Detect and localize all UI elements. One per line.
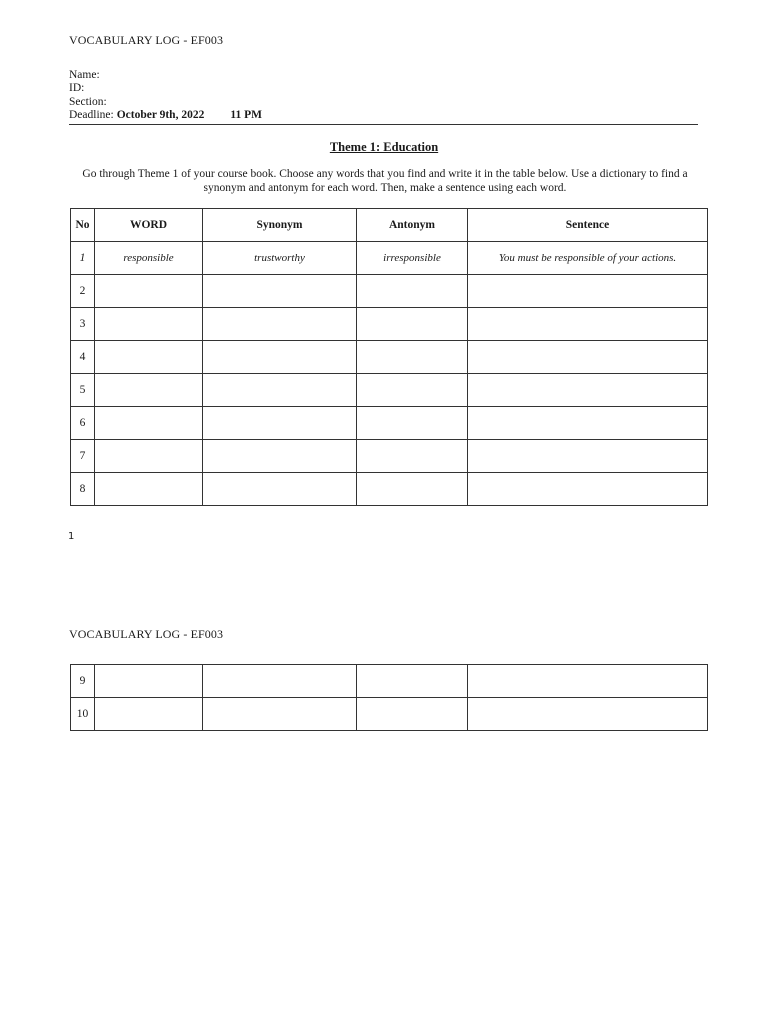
antonym-cell[interactable] [357, 308, 468, 341]
sentence-cell[interactable] [468, 374, 708, 407]
synonym-cell[interactable] [203, 407, 357, 440]
antonym-cell[interactable] [357, 473, 468, 506]
synonym-cell[interactable]: trustworthy [203, 242, 357, 275]
vocabulary-table-continued [70, 664, 708, 731]
table-row [71, 275, 708, 308]
table-row [71, 407, 708, 440]
word-cell[interactable] [95, 341, 203, 374]
vocabulary-table [70, 208, 708, 506]
synonym-cell[interactable] [203, 473, 357, 506]
row-number: 2 [71, 275, 95, 308]
sentence-cell[interactable] [468, 275, 708, 308]
synonym-cell[interactable] [203, 665, 357, 698]
sentence-cell[interactable] [468, 407, 708, 440]
row-number: 10 [71, 698, 95, 731]
word-cell[interactable] [95, 665, 203, 698]
section-field-label: Section: [69, 96, 107, 108]
instructions-paragraph: Go through Theme 1 of your course book. Choose any words that you find and write it in the table below. Use a dictionary to find a synonym and antonym for each word. Then, make a sentence using each word. [82, 168, 688, 194]
column-header-antonym: Antonym [357, 209, 468, 242]
sentence-cell[interactable] [468, 698, 708, 731]
sentence-cell[interactable] [468, 308, 708, 341]
word-cell[interactable]: responsible [95, 242, 203, 275]
deadline-time: 11 PM [230, 109, 262, 121]
word-cell[interactable] [95, 440, 203, 473]
document-title: VOCABULARY LOG - EF003 [69, 33, 224, 47]
document-title-page-2: VOCABULARY LOG - EF003 [69, 627, 224, 641]
sentence-cell[interactable] [468, 665, 708, 698]
row-number: 4 [71, 341, 95, 374]
word-cell[interactable] [95, 407, 203, 440]
row-number: 3 [71, 308, 95, 341]
synonym-cell[interactable] [203, 308, 357, 341]
page-number: 1 [68, 531, 75, 542]
column-header-synonym: Synonym [203, 209, 357, 242]
table-row [71, 374, 708, 407]
synonym-cell[interactable] [203, 341, 357, 374]
antonym-cell[interactable] [357, 665, 468, 698]
antonym-cell[interactable] [357, 374, 468, 407]
table-row [71, 473, 708, 506]
word-cell[interactable] [95, 308, 203, 341]
synonym-cell[interactable] [203, 275, 357, 308]
table-row [71, 308, 708, 341]
column-header-word: WORD [95, 209, 203, 242]
table-header-row [71, 209, 708, 242]
antonym-cell[interactable] [357, 698, 468, 731]
synonym-cell[interactable] [203, 440, 357, 473]
word-cell[interactable] [95, 374, 203, 407]
antonym-cell[interactable]: irresponsible [357, 242, 468, 275]
table-row [71, 665, 708, 698]
table-row [71, 341, 708, 374]
table-row [71, 698, 708, 731]
antonym-cell[interactable] [357, 440, 468, 473]
row-number: 5 [71, 374, 95, 407]
row-number: 8 [71, 473, 95, 506]
antonym-cell[interactable] [357, 341, 468, 374]
sentence-cell[interactable] [468, 440, 708, 473]
deadline-label: Deadline: [69, 109, 114, 121]
word-cell[interactable] [95, 473, 203, 506]
name-field-label: Name: [69, 69, 100, 81]
theme-title: Theme 1: Education [329, 140, 439, 154]
column-header-sentence: Sentence [468, 209, 708, 242]
row-number: 6 [71, 407, 95, 440]
deadline-field [69, 109, 262, 122]
row-number: 1 [71, 242, 95, 275]
word-cell[interactable] [95, 698, 203, 731]
sentence-cell[interactable] [468, 341, 708, 374]
id-field-label: ID: [69, 82, 85, 94]
antonym-cell[interactable] [357, 407, 468, 440]
synonym-cell[interactable] [203, 698, 357, 731]
table-row [71, 242, 708, 275]
sentence-cell[interactable] [468, 473, 708, 506]
header-divider [69, 124, 698, 125]
word-cell[interactable] [95, 275, 203, 308]
table-row [71, 440, 708, 473]
column-header-no: No [71, 209, 95, 242]
synonym-cell[interactable] [203, 374, 357, 407]
row-number: 9 [71, 665, 95, 698]
sentence-cell[interactable]: You must be responsible of your actions. [468, 242, 708, 275]
antonym-cell[interactable] [357, 275, 468, 308]
deadline-date: October 9th, 2022 [116, 109, 205, 121]
row-number: 7 [71, 440, 95, 473]
